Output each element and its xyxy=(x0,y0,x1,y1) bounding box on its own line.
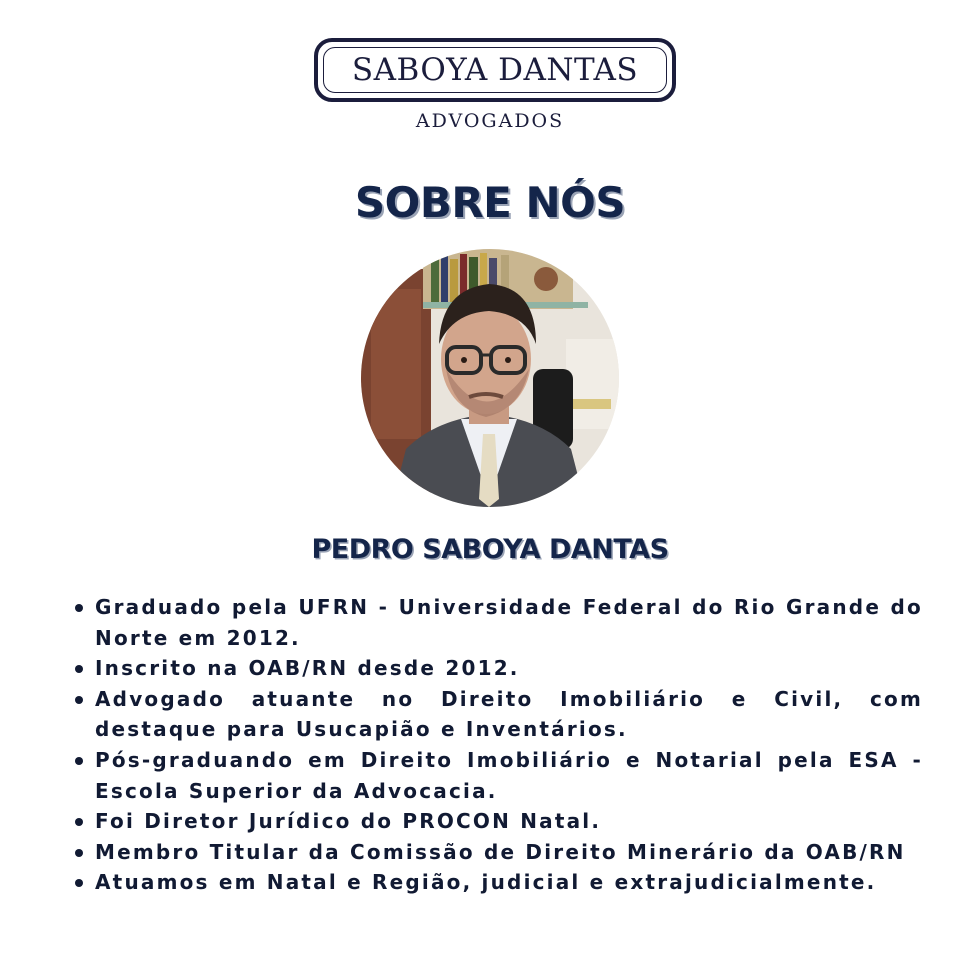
profile-name: PEDRO SABOYA DANTAS xyxy=(311,534,669,565)
list-item xyxy=(73,867,923,898)
logo-name: SABOYA DANTAS xyxy=(351,52,639,88)
list-item xyxy=(73,653,923,684)
credentials-list xyxy=(73,592,923,898)
logo-subtitle: ADVOGADOS xyxy=(415,110,565,132)
profile-photo xyxy=(361,249,619,507)
page-title: SOBRE NÓS xyxy=(354,178,626,227)
list-item xyxy=(73,837,923,868)
list-item xyxy=(73,592,923,653)
bullet-dot-icon xyxy=(75,696,83,704)
list-item xyxy=(73,806,923,837)
list-item-text: Atuamos em Natal e Região, judicial e extrajudicialmente. xyxy=(95,870,877,895)
bullet-dot-icon xyxy=(75,849,83,857)
bullet-dot-icon xyxy=(75,879,83,887)
bullet-dot-icon xyxy=(75,604,83,612)
list-item-text: Membro Titular da Comissão de Direito Minerário da OAB/RN xyxy=(95,839,906,864)
list-item-text: Pós-graduando em Direito Imobiliário e Notarial pela ESA - Escola Superior da Advocacia. xyxy=(95,747,923,803)
bullet-dot-icon xyxy=(75,757,83,765)
bullet-dot-icon xyxy=(75,665,83,673)
list-item xyxy=(73,684,923,745)
logo-frame xyxy=(314,38,676,102)
bullet-dot-icon xyxy=(75,818,83,826)
list-item-text: Graduado pela UFRN - Universidade Federal do Rio Grande do Norte em 2012. xyxy=(95,595,923,650)
portrait-photo-icon xyxy=(361,249,619,507)
list-item xyxy=(73,745,923,806)
list-item-text: Advogado atuante no Direito Imobiliário e Civil, com destaque para Usucapião e Inventários. xyxy=(95,686,923,742)
list-item-text: Inscrito na OAB/RN desde 2012. xyxy=(95,656,520,681)
list-item-text: Foi Diretor Jurídico do PROCON Natal. xyxy=(95,809,602,834)
